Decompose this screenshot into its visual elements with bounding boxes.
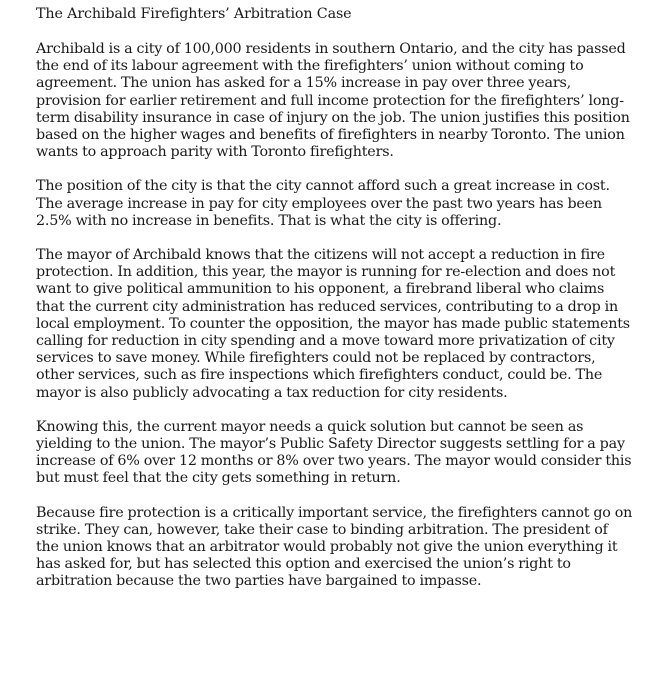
document-title: The Archibald Firefighters’ Arbitration Case	[36, 6, 352, 22]
paragraph-mayor-situation: The mayor of Archibald knows that the citizens will not accept a reduction in fire protection. In addition, this year, the mayor is running for re-election and does not want to give political ammunition to his opponent, a firebrand liberal who claims that the current city administration has reduced services, contributing to a drop in local employment. To counter the opposition, the mayor has made public statements calling for reduction in city spending and a move toward more privatization of city services to save money. While firefighters could not be replaced by contractors, other services, such as fire inspections which firefighters conduct, could be. The mayor is also publicly advocating a tax reduction for city residents.	[36, 247, 630, 401]
paragraph-city-background: Archibald is a city of 100,000 residents in southern Ontario, and the city has passed the end of its labour agreement with the firefighters’ union without coming to agreement. The union has asked for a 15% increase in pay over three years, provision for earlier retirement and full income protection for the firefighters’ long-term disability insurance in case of injury on the job. The union justifies this position based on the higher wages and benefits of firefighters in nearby Toronto. The union wants to approach parity with Toronto firefighters.	[36, 41, 630, 161]
paragraph-mayor-solution: Knowing this, the current mayor needs a quick solution but cannot be seen as yielding to the union. The mayor’s Public Safety Director suggests settling for a pay increase of 6% over 12 months or 8% over two years. The mayor would consider this but must feel that the city gets something in return.	[36, 418, 632, 487]
paragraph-arbitration: Because fire protection is a critically important service, the firefighters cannot go on strike. They can, however, take their case to binding arbitration. The president of the union knows that an arbitrator would probably not give the union everything it has asked for, but has selected this option and exercised the union’s right to arbitration because the two parties have bargained to impasse.	[36, 504, 633, 590]
paragraph-city-position: The position of the city is that the city cannot afford such a great increase in cost. The average increase in pay for city employees over the past two years has been 2.5% with no increase in benefits. That is what the city is offering.	[36, 178, 610, 229]
